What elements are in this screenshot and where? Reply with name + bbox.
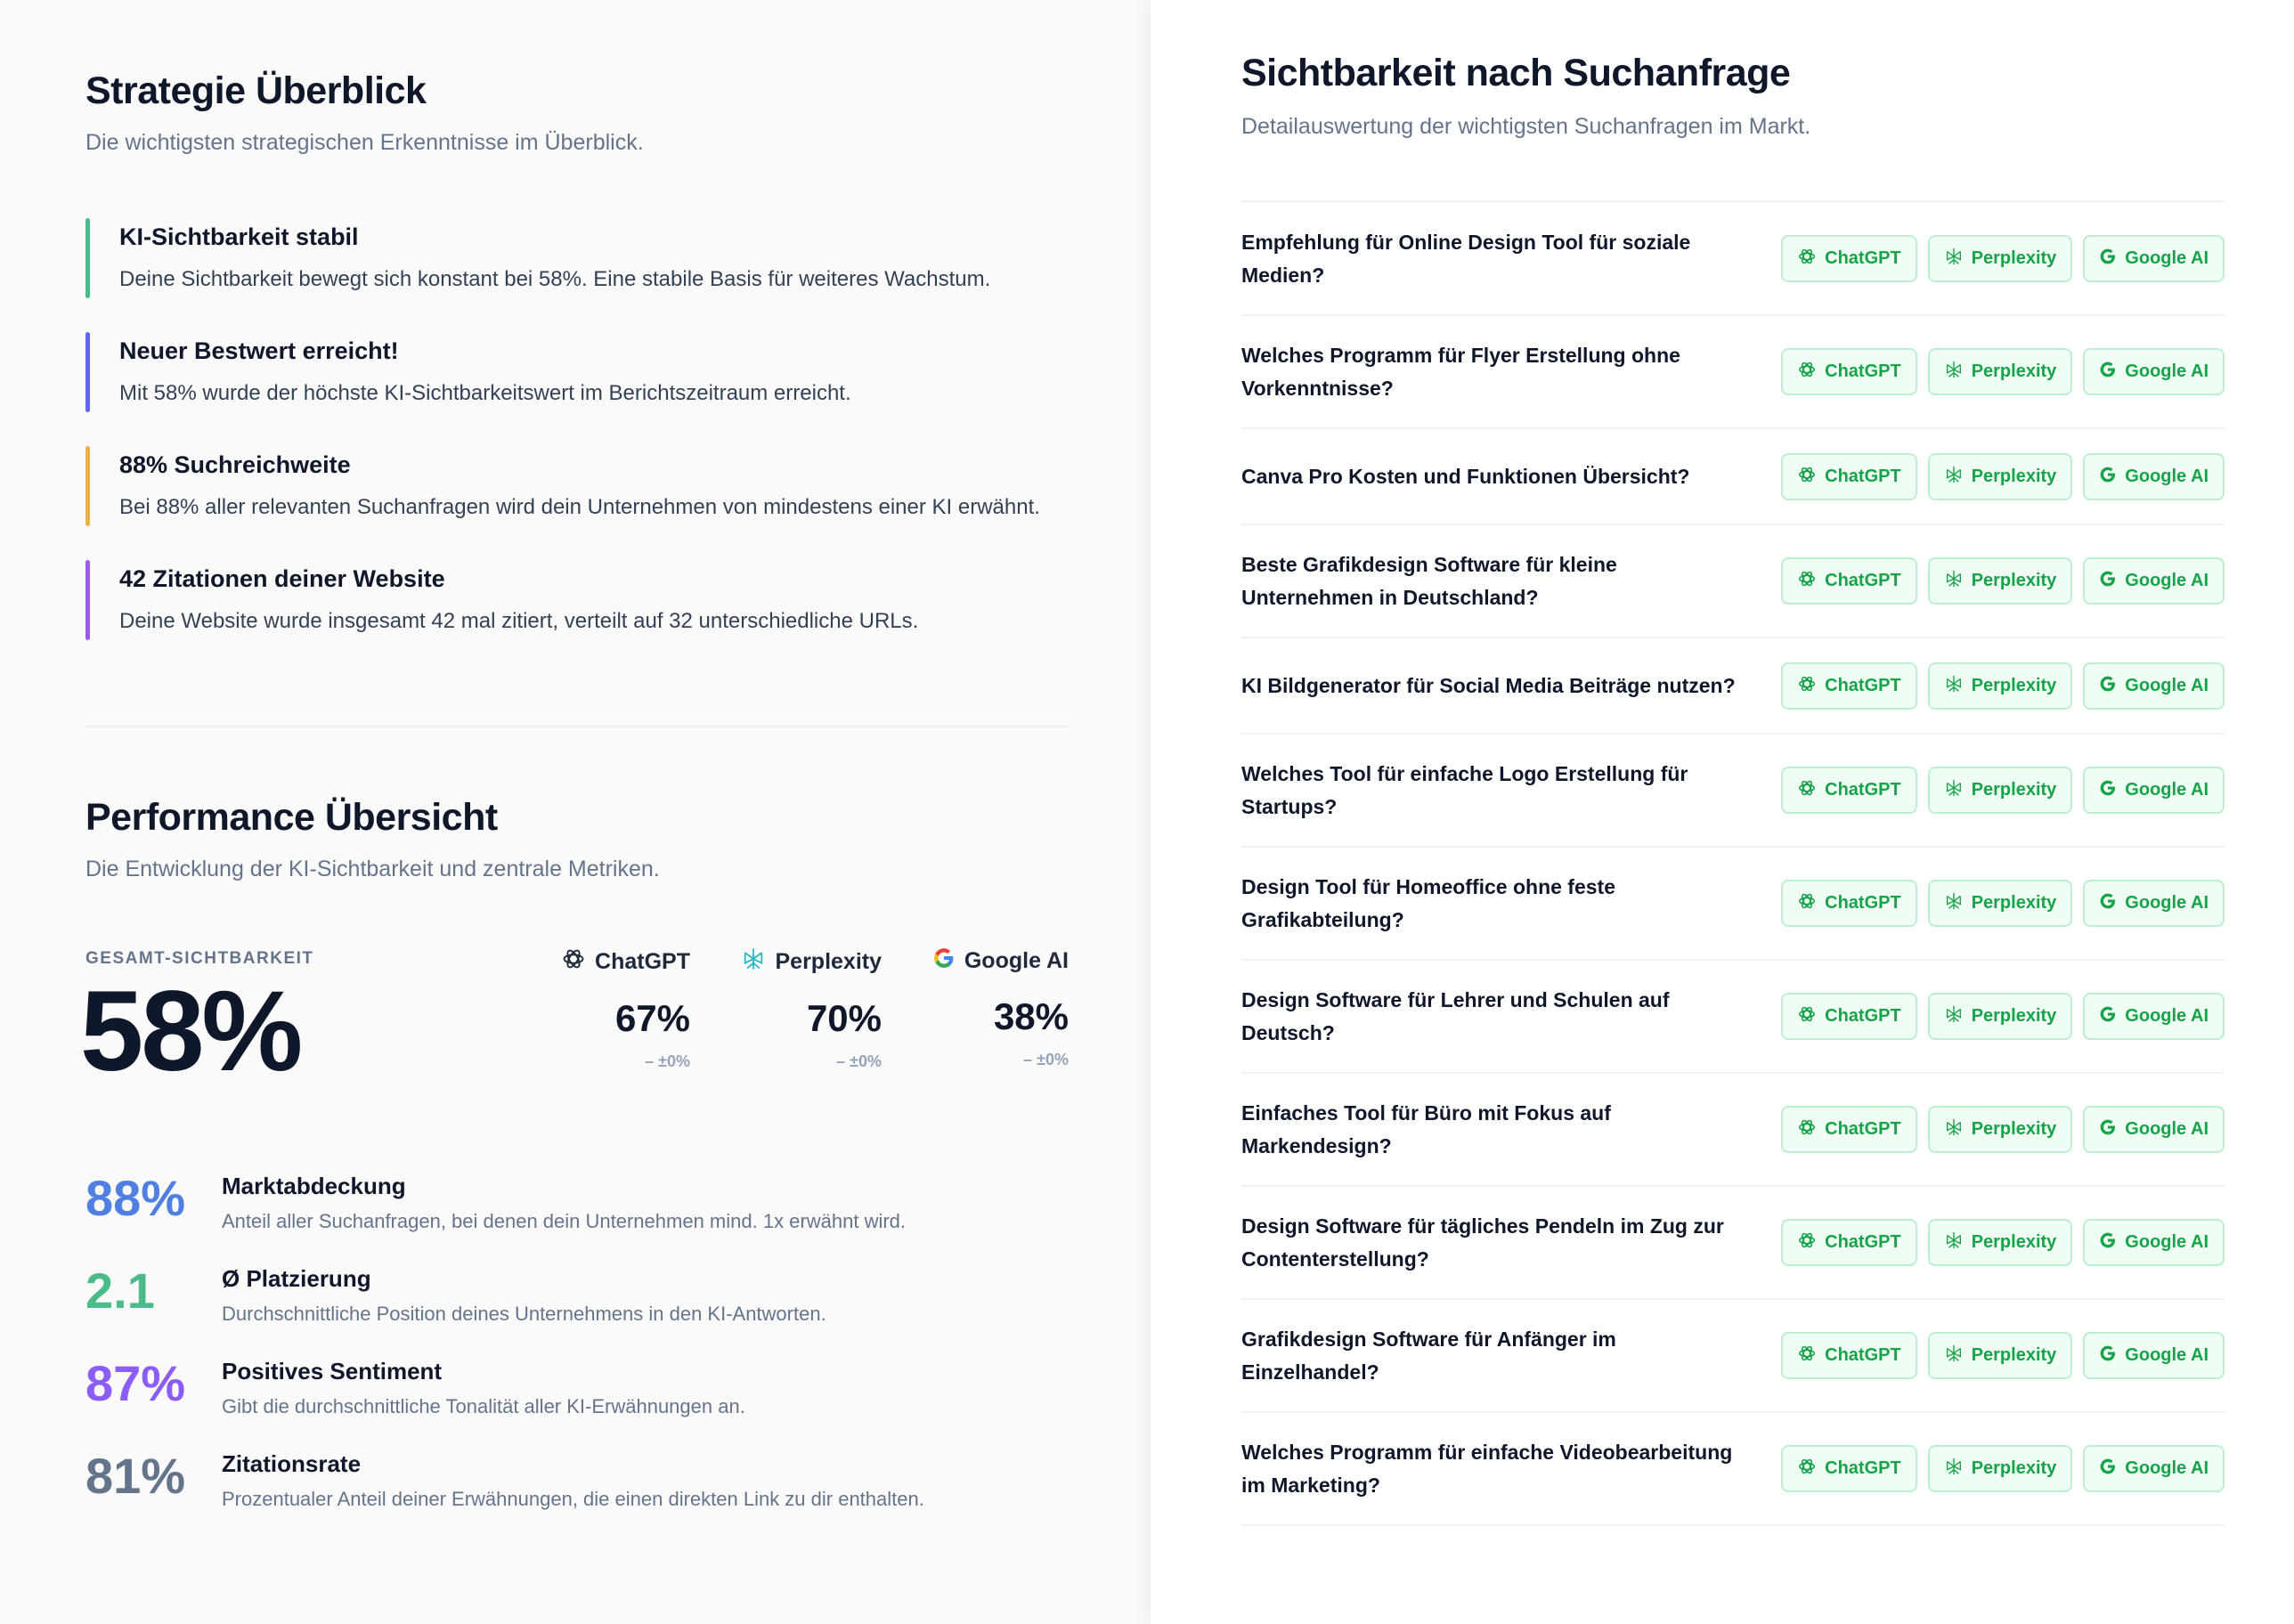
chatgpt-chip[interactable] (1781, 557, 1917, 605)
chatgpt-icon (1797, 1344, 1817, 1368)
google-icon (2099, 248, 2117, 271)
engine-stat-google (891, 946, 1069, 1069)
section-divider (1241, 200, 2225, 202)
query-row (1241, 1074, 2225, 1187)
chip-label: Perplexity (1971, 571, 2057, 590)
perplexity-chip[interactable] (1928, 880, 2073, 927)
chip-label: Perplexity (1971, 1458, 2057, 1478)
insight-text: Bei 88% aller relevanten Suchanfragen wird dein Unternehmen von mindestens einer KI erwähnt. (119, 495, 1040, 519)
perplexity-icon (1944, 1004, 1964, 1029)
query-row (1241, 638, 2225, 735)
engine-value: 67% (614, 997, 690, 1039)
chip-label: ChatGPT (1825, 1006, 1901, 1026)
strategy-title: Strategie Überblick (85, 69, 427, 112)
query-engine-chips (1781, 348, 2225, 395)
metric-description: Anteil aller Suchanfragen, bei denen dein Unternehmen mind. 1x erwähnt wird. (222, 1210, 907, 1232)
insight-item (85, 218, 1110, 298)
chip-label: Google AI (2125, 1119, 2209, 1139)
google-icon (2099, 1118, 2117, 1141)
query-engine-chips (1781, 1219, 2225, 1266)
google-icon (2099, 779, 2117, 802)
query-text: Welches Programm für Flyer Erstellung ohne Vorkenntnisse? (1241, 344, 1680, 400)
query-text: Canva Pro Kosten und Funktionen Übersicht? (1241, 465, 1690, 488)
query-engine-chips (1781, 1332, 2225, 1379)
perplexity-icon (1944, 247, 1964, 272)
chatgpt-chip[interactable] (1781, 1332, 1917, 1379)
engine-stat-chatgpt (499, 946, 690, 1071)
chip-label: ChatGPT (1825, 780, 1901, 800)
engine-delta: – ±0% (836, 1052, 882, 1070)
google-icon (2099, 570, 2117, 593)
perplexity-chip[interactable] (1928, 1332, 2073, 1379)
query-text: Welches Programm für einfache Videobearbeitung im Marketing? (1241, 1441, 1733, 1497)
insight-accent-bar (85, 446, 90, 526)
engine-delta: – ±0% (645, 1052, 690, 1070)
query-row (1241, 525, 2225, 638)
insight-text: Deine Website wurde insgesamt 42 mal zitiert, verteilt auf 32 unterschiedliche URLs. (119, 609, 919, 633)
insight-item (85, 332, 1110, 412)
query-text: Beste Grafikdesign Software für kleine Unternehmen in Deutschland? (1241, 553, 1617, 609)
perplexity-chip[interactable] (1928, 1445, 2073, 1492)
chatgpt-icon (1797, 1117, 1817, 1142)
engine-name: Perplexity (775, 949, 882, 974)
section-divider (85, 726, 1069, 727)
google-ai-chip[interactable] (2083, 557, 2225, 605)
query-row (1241, 1300, 2225, 1413)
chatgpt-chip[interactable] (1781, 453, 1917, 500)
chip-label: Perplexity (1971, 893, 2057, 913)
insight-list (85, 218, 1110, 674)
perplexity-icon (1944, 1117, 1964, 1142)
google-ai-chip[interactable] (2083, 453, 2225, 500)
chip-label: ChatGPT (1825, 893, 1901, 913)
perplexity-icon (1944, 569, 1964, 594)
chip-label: ChatGPT (1825, 676, 1901, 695)
google-ai-chip[interactable] (2083, 767, 2225, 814)
google-ai-chip[interactable] (2083, 348, 2225, 395)
insight-text: Deine Sichtbarkeit bewegt sich konstant bei 58%. Eine stabile Basis für weiteres Wachstum. (119, 267, 991, 291)
insight-item (85, 446, 1110, 526)
chip-label: Perplexity (1971, 1119, 2057, 1139)
google-ai-chip[interactable] (2083, 880, 2225, 927)
query-text: Design Tool für Homeoffice ohne feste Grafikabteilung? (1241, 875, 1615, 931)
query-text: Design Software für tägliches Pendeln im Zug zur Contenterstellung? (1241, 1214, 1724, 1271)
query-row (1241, 848, 2225, 961)
chip-label: Google AI (2125, 1345, 2209, 1365)
perplexity-icon (741, 946, 766, 978)
query-engine-chips (1781, 1106, 2225, 1153)
metric-description: Gibt die durchschnittliche Tonalität aller KI-Erwähnungen an. (222, 1395, 745, 1417)
perplexity-icon (1944, 891, 1964, 916)
metric-title: Marktabdeckung (222, 1173, 406, 1199)
visibility-title: Sichtbarkeit nach Suchanfrage (1241, 52, 1791, 94)
perplexity-icon (1944, 778, 1964, 803)
chip-label: Google AI (2125, 1006, 2209, 1026)
query-row (1241, 316, 2225, 429)
metric-value: 87% (85, 1355, 186, 1411)
metric-title: Ø Platzierung (222, 1265, 371, 1292)
chatgpt-icon (1797, 1230, 1817, 1255)
chip-label: ChatGPT (1825, 571, 1901, 590)
insight-title: Neuer Bestwert erreicht! (119, 337, 399, 364)
query-text: KI Bildgenerator für Social Media Beiträge nutzen? (1241, 674, 1736, 697)
insight-accent-bar (85, 560, 90, 640)
metric-value: 88% (85, 1170, 186, 1226)
google-icon (2099, 892, 2117, 915)
chip-label: Google AI (2125, 361, 2209, 381)
chatgpt-icon (1797, 465, 1817, 490)
perplexity-icon (1944, 1344, 1964, 1368)
chip-label: Perplexity (1971, 676, 2057, 695)
performance-title: Performance Übersicht (85, 796, 498, 839)
chip-label: Perplexity (1971, 361, 2057, 381)
chatgpt-chip[interactable] (1781, 767, 1917, 814)
chip-label: Google AI (2125, 780, 2209, 800)
insight-accent-bar (85, 218, 90, 298)
chip-label: Perplexity (1971, 1345, 2057, 1365)
metric-value: 81% (85, 1448, 186, 1504)
chatgpt-icon (1797, 569, 1817, 594)
metric-description: Durchschnittliche Position deines Unternehmens in den KI-Antworten. (222, 1303, 826, 1325)
chip-label: Perplexity (1971, 780, 2057, 800)
google-icon (2099, 1231, 2117, 1255)
chip-label: ChatGPT (1825, 1232, 1901, 1252)
chatgpt-icon (1797, 1004, 1817, 1029)
perplexity-chip[interactable] (1928, 235, 2073, 282)
chip-label: Perplexity (1971, 248, 2057, 268)
perplexity-chip[interactable] (1928, 557, 2073, 605)
query-row (1241, 203, 2225, 316)
insight-accent-bar (85, 332, 90, 412)
chip-label: Google AI (2125, 1458, 2209, 1478)
perplexity-chip[interactable] (1928, 662, 2073, 710)
query-row (1241, 1413, 2225, 1526)
query-text: Grafikdesign Software für Anfänger im Einzelhandel? (1241, 1328, 1616, 1384)
query-engine-chips (1781, 235, 2225, 282)
visibility-subtitle: Detailauswertung der wichtigsten Suchanfragen im Markt. (1241, 114, 1811, 139)
perplexity-icon (1944, 674, 1964, 699)
performance-subtitle: Die Entwicklung der KI-Sichtbarkeit und zentrale Metriken. (85, 857, 660, 881)
total-visibility-value: 58% (80, 968, 301, 1095)
chip-label: Google AI (2125, 571, 2209, 590)
google-ai-chip[interactable] (2083, 1445, 2225, 1492)
chatgpt-icon (561, 946, 586, 978)
insight-text: Mit 58% wurde der höchste KI-Sichtbarkeitswert im Berichtszeitraum erreicht. (119, 381, 851, 405)
perplexity-chip[interactable] (1928, 1219, 2073, 1266)
google-ai-chip[interactable] (2083, 1332, 2225, 1379)
chatgpt-chip[interactable] (1781, 662, 1917, 710)
query-row (1241, 429, 2225, 525)
engine-name: Google AI (964, 948, 1069, 973)
query-text: Empfehlung für Online Design Tool für soziale Medien? (1241, 231, 1691, 287)
query-text: Einfaches Tool für Büro mit Fokus auf Markendesign? (1241, 1101, 1611, 1157)
perplexity-chip[interactable] (1928, 348, 2073, 395)
google-icon (2099, 675, 2117, 698)
google-ai-chip[interactable] (2083, 235, 2225, 282)
google-icon (2099, 1005, 2117, 1028)
chatgpt-icon (1797, 891, 1817, 916)
google-icon (2099, 1458, 2117, 1481)
perplexity-icon (1944, 1457, 1964, 1482)
perplexity-chip[interactable] (1928, 1106, 2073, 1153)
chatgpt-icon (1797, 1457, 1817, 1482)
chatgpt-icon (1797, 360, 1817, 385)
query-row (1241, 961, 2225, 1074)
query-engine-chips (1781, 767, 2225, 814)
perplexity-icon (1944, 1230, 1964, 1255)
engine-value: 70% (806, 997, 882, 1039)
perplexity-icon (1944, 360, 1964, 385)
chip-label: Google AI (2125, 893, 2209, 913)
chip-label: Google AI (2125, 467, 2209, 486)
chip-label: ChatGPT (1825, 467, 1901, 486)
metric-value: 2.1 (85, 1263, 155, 1319)
insight-title: KI-Sichtbarkeit stabil (119, 223, 359, 250)
chatgpt-icon (1797, 247, 1817, 272)
chatgpt-chip[interactable] (1781, 1219, 1917, 1266)
google-ai-chip[interactable] (2083, 1106, 2225, 1153)
chip-label: Perplexity (1971, 1006, 2057, 1026)
query-engine-chips (1781, 662, 2225, 710)
chip-label: ChatGPT (1825, 1458, 1901, 1478)
google-ai-chip[interactable] (2083, 993, 2225, 1040)
metric-title: Zitationsrate (222, 1450, 362, 1477)
query-engine-chips (1781, 993, 2225, 1040)
engine-name: ChatGPT (595, 949, 690, 974)
engine-stat-perplexity (695, 946, 882, 1071)
chip-label: Perplexity (1971, 467, 2057, 486)
chip-label: ChatGPT (1825, 248, 1901, 268)
perplexity-icon (1944, 465, 1964, 490)
engine-delta: – ±0% (1023, 1051, 1069, 1068)
query-engine-chips (1781, 1445, 2225, 1492)
query-engine-chips (1781, 557, 2225, 605)
chatgpt-chip[interactable] (1781, 993, 1917, 1040)
chatgpt-chip[interactable] (1781, 235, 1917, 282)
google-icon (2099, 466, 2117, 489)
strategy-subtitle: Die wichtigsten strategischen Erkenntnisse im Überblick. (85, 130, 644, 155)
chip-label: Google AI (2125, 676, 2209, 695)
google-icon (2099, 1344, 2117, 1368)
google-ai-chip[interactable] (2083, 662, 2225, 710)
google-icon (2099, 361, 2117, 384)
query-text: Welches Tool für einfache Logo Erstellung für Startups? (1241, 762, 1688, 818)
chatgpt-icon (1797, 778, 1817, 803)
query-engine-chips (1781, 453, 2225, 500)
query-row (1241, 1187, 2225, 1300)
query-list (1241, 203, 2225, 1526)
engine-value: 38% (993, 995, 1069, 1037)
query-text: Design Software für Lehrer und Schulen auf Deutsch? (1241, 988, 1670, 1044)
chatgpt-icon (1797, 674, 1817, 699)
perplexity-chip[interactable] (1928, 767, 2073, 814)
query-engine-chips (1781, 880, 2225, 927)
chip-label: Google AI (2125, 248, 2209, 268)
total-visibility-label: GESAMT-SICHTBARKEIT (85, 949, 314, 968)
metric-description: Prozentualer Anteil deiner Erwähnungen, die einen direkten Link zu dir enthalten. (222, 1488, 924, 1510)
chip-label: Google AI (2125, 1232, 2209, 1252)
chip-label: Perplexity (1971, 1232, 2057, 1252)
chip-label: ChatGPT (1825, 361, 1901, 381)
chip-label: ChatGPT (1825, 1345, 1901, 1365)
insight-item (85, 560, 1110, 640)
chatgpt-chip[interactable] (1781, 348, 1917, 395)
chatgpt-chip[interactable] (1781, 880, 1917, 927)
chip-label: ChatGPT (1825, 1119, 1901, 1139)
insight-title: 88% Suchreichweite (119, 451, 351, 478)
query-row (1241, 735, 2225, 848)
insight-title: 42 Zitationen deiner Website (119, 565, 445, 592)
google-ai-chip[interactable] (2083, 1219, 2225, 1266)
chatgpt-chip[interactable] (1781, 1445, 1917, 1492)
perplexity-chip[interactable] (1928, 993, 2073, 1040)
metric-title: Positives Sentiment (222, 1358, 443, 1384)
chatgpt-chip[interactable] (1781, 1106, 1917, 1153)
perplexity-chip[interactable] (1928, 453, 2073, 500)
google-icon (932, 946, 956, 976)
